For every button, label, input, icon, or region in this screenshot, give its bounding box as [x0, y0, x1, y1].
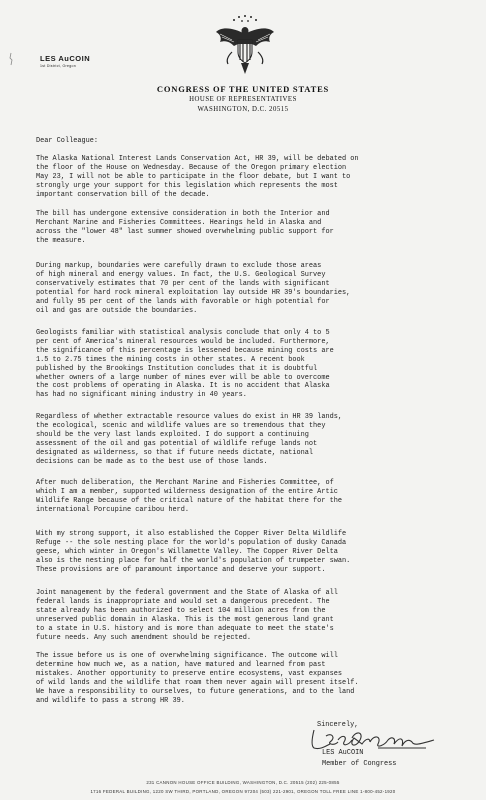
letterhead-house: HOUSE OF REPRESENTATIVES	[189, 96, 297, 103]
signer-name: LES AuCOIN	[322, 749, 364, 757]
paragraph: The issue before us is one of overwhelming significance. The outcome will determine how much we, as a nation, have matured and learned from past mistakes. Another opportunity to preserve entire ecosystems, vast expanses of wild lands and the wildlife that roam them never again will present itself. We have a responsibility to ourselves, to future generations, and to the land and wildlife to pass a strong HR 39.	[36, 652, 359, 705]
paragraph: Regardless of whether extractable resource values do exist in HR 39 lands, the ecological, scenic and wildlife values are so tremendous that they should be the very last lands exploited. I do support a continuing assessment of the oil and gas potential of wildlife refuge lands not designated as wilderness, so that if future needs dictate, national decisions can be made as to the best use of those lands.	[36, 413, 342, 466]
letterhead-congress: CONGRESS OF THE UNITED STATES	[156, 84, 330, 94]
closing: Sincerely,	[317, 721, 359, 729]
signer-title: Member of Congress	[322, 760, 397, 768]
footer-portland-office: 1716 FEDERAL BUILDING, 1220 SW THIRD, PORTLAND, OREGON 97204 (503) 221-2901, OREGON TOLL FREE LINE 1-800-452-1920	[90, 789, 396, 794]
salutation: Dear Colleague:	[36, 137, 99, 145]
paragraph: During markup, boundaries were carefully drawn to exclude those areas of high mineral and energy values. In fact, the U.S. Geological Survey conservatively estimates that 70 per cent of the lands with significant potential for hard rock mineral exploitation lay outside HR 39's boundaries, and fully 95 per cent of the lands with favorable or high potential for oil and gas are outside the boundaries.	[36, 262, 351, 315]
paragraph: Geologists familiar with statistical analysis conclude that only 4 to 5 per cent of America's mineral resources would be included. Furthermore, the significance of this percentage is lessened because mining costs are 1.5 to 2.75 times the mining costs in other states. A recent book published by the Brookings Institution concludes that it is doubtful whether owners of a large number of mines ever will be able to overcome the cost problems of operating in Alaska. It is no accident that Alaska has had no significant mining industry in 40 years.	[36, 329, 334, 400]
footer-washington-office: 231 CANNON HOUSE OFFICE BUILDING, WASHINGTON, D.C. 20515 (202) 225-0855	[146, 780, 340, 785]
sender-district: 1st District, Oregon	[40, 64, 76, 68]
paragraph: After much deliberation, the Merchant Marine and Fisheries Committee, of which I am a member, supported wilderness designation of the entire Artic Wildlife Range because of the critical nature of the habitat there for the international Porcupine caribou herd.	[36, 479, 342, 514]
sender-name: LES AuCOIN	[40, 54, 91, 63]
paragraph: With my strong support, it also established the Copper River Delta Wildlife Refuge -- the sole nesting place for the world's population of dusky Canada geese, which winter in Oregon's Willamette Valley. The Copper River Delta also is the nesting place for half the world's population of trumpeter swan. These provisions are of paramount importance and deserve your support.	[36, 530, 351, 574]
paragraph: The Alaska National Interest Lands Conservation Act, HR 39, will be debated on the floor of the House on Wednesday. Because of the Oregon primary election May 23, I will not be able to participate in the floor debate, but I want to strongly urge your support for this legislation which represents the most important conservation bill of the decade.	[36, 155, 359, 199]
paragraph: Joint management by the federal government and the State of Alaska of all federal lands is inappropriate and would set a dangerous precedent. The state already has been authorized to select 104 million acres from the unreserved public domain in Alaska. This is the most generous land grant to a state in U.S. history and is more than adequate to meet the state's future needs. Any such amendment should be rejected.	[36, 589, 338, 642]
paragraph: The bill has undergone extensive consideration in both the Interior and Merchant Marine and Fisheries Committees. Hearings held in Alaska and across the "lower 48" last summer showed overwhelming public support for the measure.	[36, 210, 334, 245]
eagle-seal-icon	[212, 10, 278, 80]
margin-mark	[8, 52, 14, 66]
letterhead-city: WASHINGTON, D.C. 20515	[197, 106, 289, 113]
